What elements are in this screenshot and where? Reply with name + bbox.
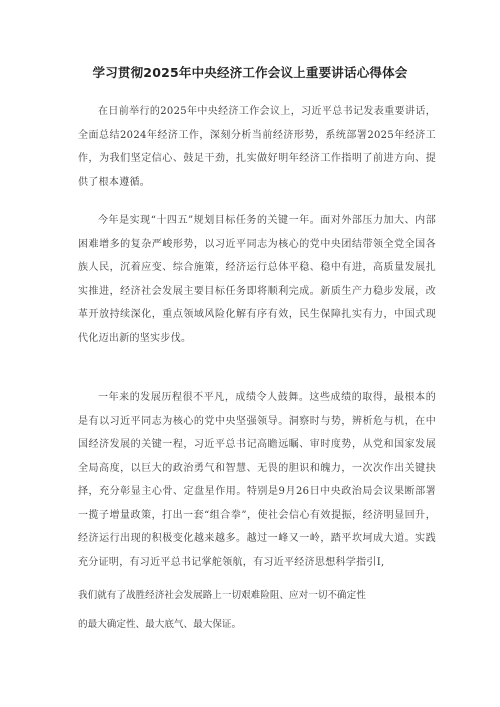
closing-line-1: 我们就有了战胜经济社会发展路上一切艰难险阻、应对一切不确定性: [78, 590, 366, 601]
paragraph-1: 在日前举行的2025年中央经济工作会议上，习近平总书记发表重要讲话，全面总结2024年经济工作，深刻分析当前经济形势，系统部署2025年经济工作，为我们坚定信心、鼓足干劲，扎实做好明年经济工作指明了前进方向、提供了根本遵循。: [78, 106, 436, 188]
paragraph-2: 今年是实现“十四五”规划目标任务的关键一年。面对外部压力加大、内部困难增多的复杂严峻形势，以习近平同志为核心的党中央团结带领全党全国各族人民，沉着应变、综合施策，经济运行总体平稳、稳中有进，高质量发展扎实推进，经济社会发展主要目标任务即将顺利完成。新质生产力稳步发展，改革开放持续深化，重点领域风险化解有序有效，民生保障扎实有力，中国式现代化迈出新的坚实步伐。: [78, 215, 436, 344]
closing-line-2: 的最大确定性、最大底气、最大保证。: [78, 619, 242, 630]
document-title: 学习贯彻2025年中央经济工作会议上重要讲话心得体会: [92, 65, 408, 80]
paragraph-3: 一年来的发展历程很不平凡，成绩令人鼓舞。这些成绩的取得，最根本的是有以习近平同志为核心的党中央坚强领导。洞察时与势，辨析危与机，在中国经济发展的关键一程，习近平总书记高瞻远瞩、审时度势，从党和国家发展全局高度，以巨大的政治勇气和智慧、无畏的胆识和魄力，一次次作出关键抉择，充分彰显主心骨、定盘星作用。特别是9月26日中央政治局会议果断部署一揽子增量政策，打出一套“组合拳”，使社会信心有效提振，经济明显回升，经济运行出现的积极变化越来越多。越过一峰又一岭，踏平坎坷成大道。实践充分证明，有习近平总书记掌舵领航，有习近平经济思想科学指引I,: [78, 392, 436, 568]
